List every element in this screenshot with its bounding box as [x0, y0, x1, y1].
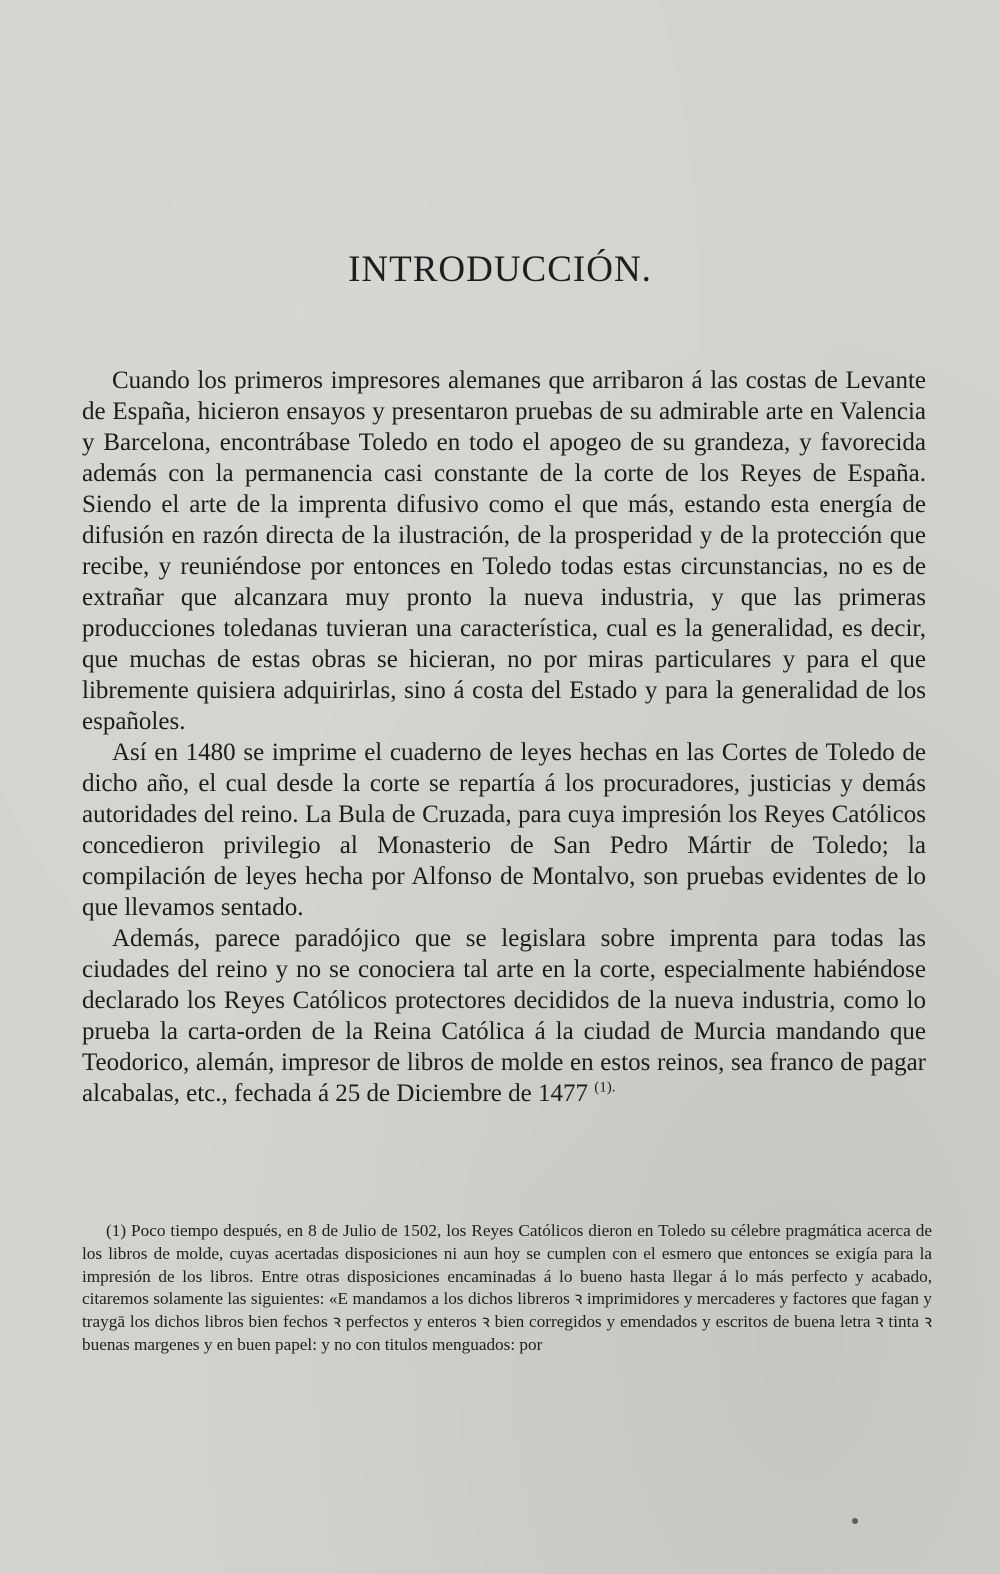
page-title: INTRODUCCIÓN.	[348, 249, 652, 290]
ink-smudge	[852, 1518, 858, 1524]
paragraph-2: Así en 1480 se imprime el cuaderno de leyes hechas en las Cortes de Toledo de dicho año, el cual desde la corte se repartía á los procuradores, justicias y demás autoridades del reino. La Bula de Cruzada, para cuya impresión los Reyes Católicos concedieron privilegio al Monasterio de San Pedro Mártir de Toledo; la compilación de leyes hecha por Alfonso de Montalvo, son pruebas evidentes de lo que llevamos sentado.	[82, 739, 926, 921]
footnotes	[82, 1220, 932, 1357]
paragraph-3	[82, 923, 926, 1109]
paragraph-1: Cuando los primeros impresores alemanes que arribaron á las costas de Levante de España, hicieron ensayos y presentaron pruebas de su admirable arte en Valencia y Barcelona, encontrábase Toledo en todo el apogeo de su grandeza, y favorecida además con la permanencia casi constante de la corte de los Reyes de España. Siendo el arte de la imprenta difusivo como el que más, estando esta energía de difusión en razón directa de la ilustración, de la prosperidad y de la protección que recibe, y reuniéndose por entonces en Toledo todas estas circunstancias, no es de extrañar que alcanzara muy pronto la nueva industria, y que las primeras producciones toledanas tuvieran una característica, cual es la generalidad, es decir, que muchas de estas obras se hicieran, no por miras particulares y para el que libremente quisiera adquirirlas, sino á costa del Estado y para la generalidad de los españoles.	[82, 367, 926, 735]
body-text	[82, 365, 926, 1109]
footnote-reference: (1).	[594, 1079, 616, 1096]
footnote-1: (1) Poco tiempo después, en 8 de Julio de 1502, los Reyes Católicos dieron en Toledo su célebre pragmática acerca de los libros de molde, cuyas acertadas disposiciones ni aun hoy se cumplen con el esmero que entonces se exigía para la impresión de los libros. Entre otras disposiciones encaminadas á lo bueno hasta llegar á lo más perfecto y acabado, citaremos solamente las siguientes: «E mandamos a los dichos libreros ꝛ imprimidores y mercaderes y factores que fagan y traygā los dichos libros bien fechos ꝛ perfectos y enteros ꝛ bien corregidos y emendados y escritos de buena letra ꝛ tinta ꝛ buenas margenes y en buen papel: y no con titulos menguados: por	[82, 1221, 932, 1354]
paragraph-3-text: Además, parece paradójico que se legislara sobre imprenta para todas las ciudades del reino y no se conociera tal arte en la corte, especialmente habiéndose declarado los Reyes Católicos protectores decididos de la nueva industria, como lo prueba la carta-orden de la Reina Católica á la ciudad de Murcia mandando que Teodorico, alemán, impresor de libros de molde en estos reinos, sea franco de pagar alcabalas, etc., fechada á 25 de Diciembre de 1477	[82, 925, 926, 1107]
